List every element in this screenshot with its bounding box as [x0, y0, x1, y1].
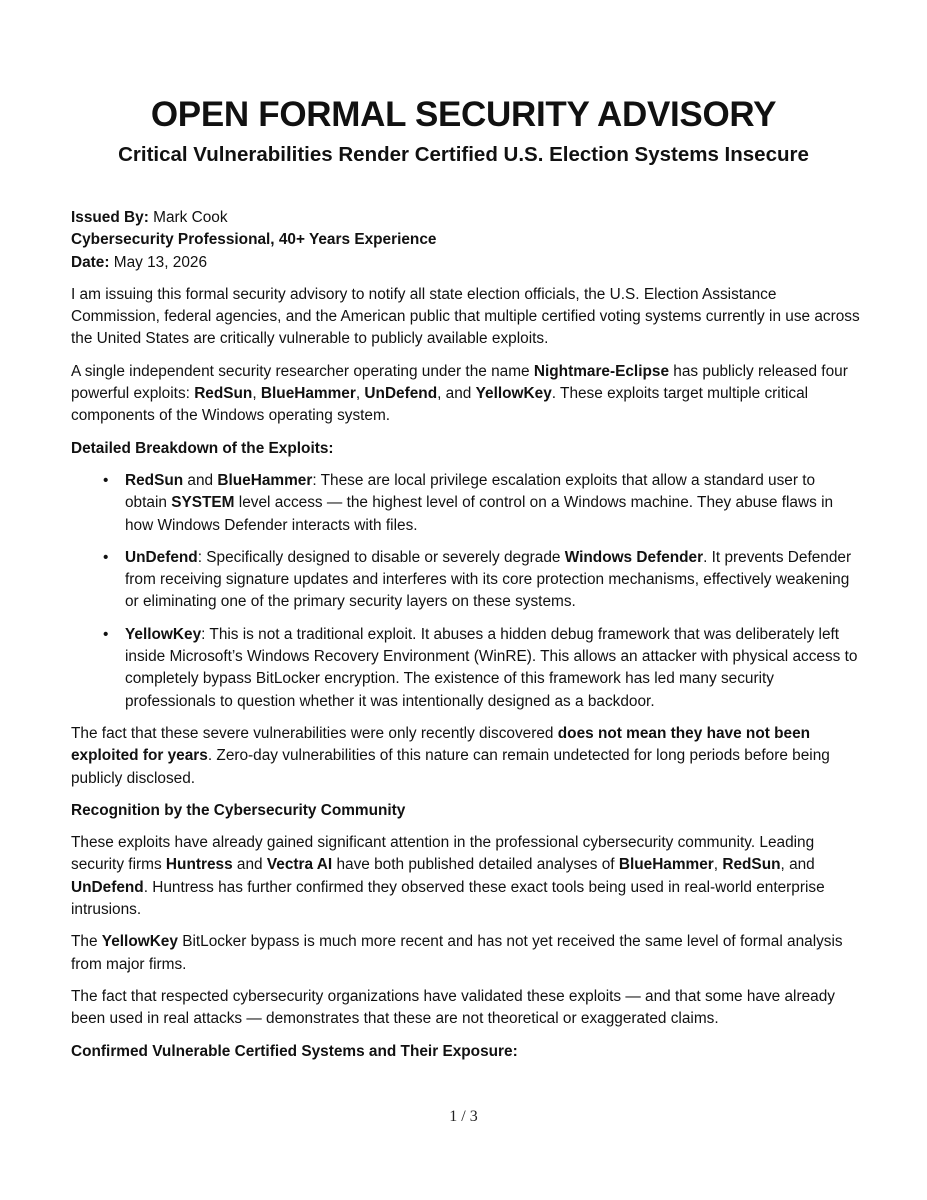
text-run: A single independent security researcher operating under the name	[71, 362, 534, 380]
exploit-name: RedSun	[194, 385, 253, 403]
text-run: These exploits have already gained significant attention in the professional cybersecurity community. Leading security firms	[71, 834, 815, 874]
yellowkey-paragraph	[71, 931, 861, 976]
exploit-name: BlueHammer	[260, 385, 356, 403]
text-run: ,	[252, 385, 261, 403]
text-run: : These are local privilege escalation exploits that allow a standard user to obtain	[125, 471, 816, 512]
text-run: , and	[437, 385, 476, 403]
emphasis-text: SYSTEM	[171, 494, 235, 512]
bullet-icon: •	[103, 625, 109, 643]
text-run: , and	[780, 856, 815, 874]
firm-name: Vectra AI	[266, 856, 333, 874]
section-heading-systems: Confirmed Vulnerable Certified Systems and Their Exposure:	[71, 1042, 518, 1060]
credential-text: Cybersecurity Professional, 40+ Years Experience	[71, 231, 437, 249]
date-value: May 13, 2026	[109, 253, 208, 271]
section-heading-recognition: Recognition by the Cybersecurity Community	[71, 801, 406, 819]
issued-by-line	[71, 207, 861, 229]
text-run: and	[232, 856, 267, 874]
author-credential	[71, 229, 861, 251]
text-run: . Huntress has further confirmed they observed these exact tools being used in real-world enterprise intrusions.	[71, 878, 825, 919]
section-heading-breakdown: Detailed Breakdown of the Exploits:	[71, 439, 334, 457]
text-run: level access — the highest level of control on a Windows machine. They abuse flaws in how Windows Defender interacts with files.	[125, 494, 834, 534]
text-run: : Specifically designed to disable or severely degrade	[197, 548, 565, 566]
text-run: . These exploits target multiple critical components of the Windows operating system.	[71, 385, 809, 425]
exploit-name: RedSun	[722, 856, 781, 874]
zero-day-paragraph	[71, 723, 861, 790]
list-item	[103, 470, 861, 537]
advisory-metadata	[71, 207, 861, 274]
text-run: ,	[713, 856, 723, 874]
list-item	[103, 624, 861, 713]
exploit-name: UnDefend	[125, 548, 198, 566]
text-run: : This is not a traditional exploit. It abuses a hidden debug framework that was deliberately left inside Microsoft’s Windows Recovery Environment (WinRE). This allows an attacker with physical access to completely bypass BitLocker encryption. The existence of this framework has led many security professionals to question whether it was intentionally designed as a backdoor.	[125, 625, 858, 710]
emphasis-text: Windows Defender	[564, 548, 704, 566]
exploit-name: YellowKey	[475, 385, 552, 403]
document-body	[71, 207, 861, 1073]
exploit-name: UnDefend	[71, 878, 144, 896]
bullet-icon: •	[103, 471, 109, 489]
page-number: 1 / 3	[449, 1108, 478, 1125]
recognition-paragraph	[71, 832, 861, 921]
text-run: and	[183, 471, 218, 489]
intro-paragraph: I am issuing this formal security advisory to notify all state election officials, the U.S. Election Assistance Commission, federal agencies, and the American public that multiple certified voting systems currently in use across the United States are critically vulnerable to publicly available exploits.	[71, 285, 860, 348]
validated-paragraph: The fact that respected cybersecurity organizations have validated these exploits — and that some have already been used in real attacks — demonstrates that these are not theoretical or exaggerated claims.	[71, 987, 835, 1028]
exploit-name: BlueHammer	[217, 471, 313, 489]
exploit-name: RedSun	[125, 471, 184, 489]
document-title: OPEN FORMAL SECURITY ADVISORY	[150, 95, 777, 134]
emphasis-text: does not mean they have not been exploited for years	[71, 724, 811, 765]
bullet-icon: •	[103, 548, 109, 566]
text-run: BitLocker bypass is much more recent and has not yet received the same level of formal analysis from major firms.	[71, 933, 843, 973]
exploit-name: YellowKey	[125, 625, 202, 643]
exploit-name: BlueHammer	[618, 856, 714, 874]
text-run: have both published detailed analyses of	[332, 856, 619, 874]
text-run: The fact that these severe vulnerabilities were only recently discovered	[71, 724, 558, 742]
date-label: Date:	[71, 253, 110, 271]
issued-by-value: Mark Cook	[148, 209, 228, 226]
list-item	[103, 547, 861, 614]
firm-name: Huntress	[165, 856, 233, 874]
researcher-name: Nightmare-Eclipse	[533, 362, 670, 380]
text-run: . It prevents Defender from receiving signature updates and interferes with its core protection mechanisms, effectively weakening or eliminating one of the primary security layers on these systems.	[125, 548, 852, 611]
researcher-paragraph	[71, 361, 861, 428]
text-run: ,	[355, 385, 365, 403]
date-line	[71, 252, 861, 274]
exploit-list	[71, 470, 861, 713]
exploit-name: YellowKey	[101, 933, 178, 951]
text-run: The	[71, 933, 102, 951]
text-run: . Zero-day vulnerabilities of this nature can remain undetected for long periods before being publicly disclosed.	[71, 747, 830, 787]
exploit-name: UnDefend	[364, 385, 438, 403]
issued-by-label: Issued By:	[71, 209, 149, 226]
document-subtitle: Critical Vulnerabilities Render Certified U.S. Election Systems Insecure	[118, 143, 809, 166]
text-run: has publicly released four powerful exploits:	[71, 362, 848, 403]
